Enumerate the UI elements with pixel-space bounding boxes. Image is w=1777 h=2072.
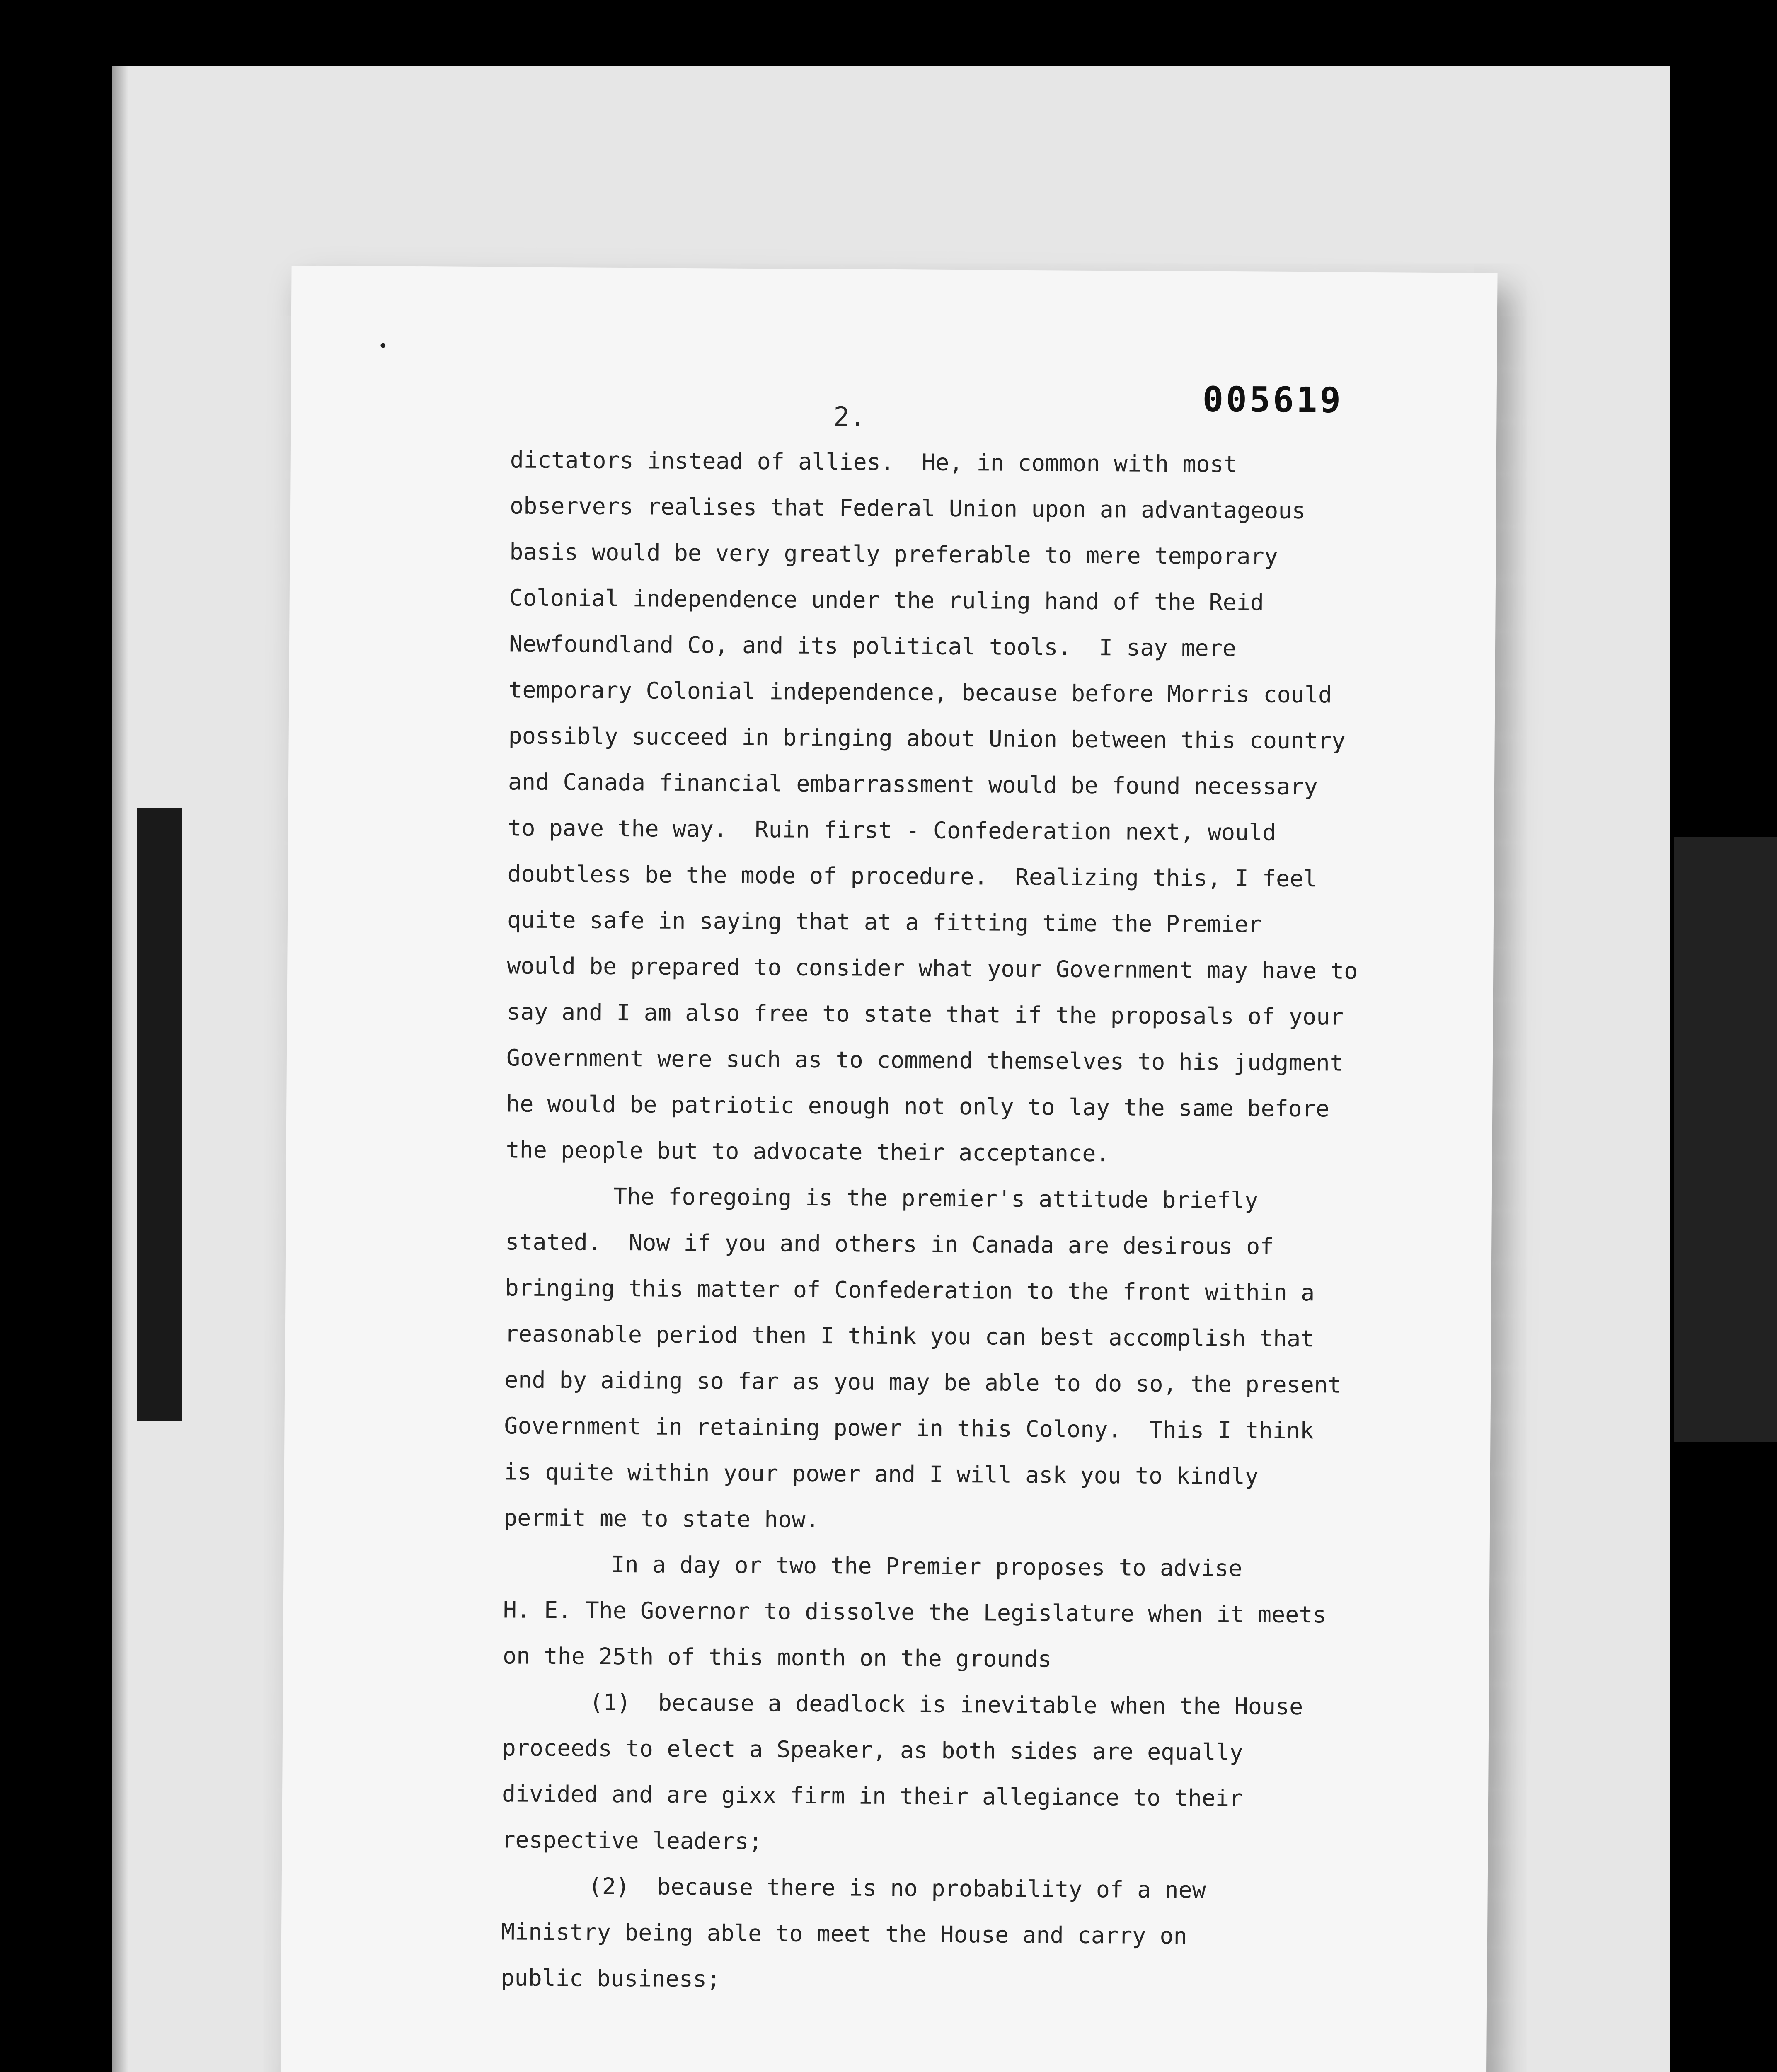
text-line: Government were such as to commend themselves to his judgment bbox=[506, 1044, 1344, 1076]
text-line: permit me to state how. bbox=[503, 1504, 819, 1533]
letter-body bbox=[501, 437, 1463, 2007]
text-line: quite safe in saying that at a fitting time the Premier bbox=[507, 906, 1262, 938]
text-line: stated. Now if you and others in Canada are desirous of bbox=[505, 1228, 1274, 1260]
text-line: doubtless be the mode of procedure. Realizing this, I feel bbox=[507, 860, 1317, 892]
text-line: he would be patriotic enough not only to lay the same before bbox=[506, 1090, 1330, 1122]
text-line: Colonial independence under the ruling hand of the Reid bbox=[509, 584, 1264, 616]
text-line: and Canada financial embarrassment would be found necessary bbox=[508, 768, 1318, 800]
text-line: possibly succeed in bringing about Union between this country bbox=[508, 722, 1346, 754]
text-line: H. E. The Governor to dissolve the Legislature when it meets bbox=[503, 1596, 1327, 1628]
text-line: The foregoing is the premier's attitude briefly bbox=[613, 1183, 1259, 1214]
text-line: on the 25th of this month on the grounds bbox=[502, 1642, 1052, 1673]
text-line: (1) because a deadlock is inevitable when the House bbox=[589, 1689, 1303, 1720]
document-page bbox=[280, 266, 1497, 2072]
page-mark: • bbox=[378, 336, 388, 356]
text-line: would be prepared to consider what your Government may have to bbox=[507, 952, 1358, 984]
text-line: basis would be very greatly preferable to mere temporary bbox=[509, 538, 1278, 570]
text-line: respective leaders; bbox=[501, 1826, 763, 1855]
text-line: Government in retaining power in this Colony. This I think bbox=[504, 1412, 1314, 1444]
text-line: to pave the way. Ruin first - Confederation next, would bbox=[508, 814, 1276, 846]
text-line: is quite within your power and I will ask you to kindly bbox=[504, 1458, 1259, 1490]
text-line: (2) because there is no probability of a new bbox=[588, 1873, 1206, 1903]
text-line: reasonable period then I think you can best accomplish that bbox=[504, 1320, 1315, 1352]
text-line: Newfoundland Co, and its political tools. I say mere bbox=[508, 630, 1237, 662]
text-line: Ministry being able to meet the House and carry on bbox=[501, 1918, 1187, 1949]
board-edge bbox=[112, 66, 128, 2072]
text-line: end by aiding so far as you may be able to do so, the present bbox=[504, 1366, 1342, 1398]
text-line: public business; bbox=[501, 1964, 721, 1992]
film-edge-left bbox=[137, 808, 182, 1421]
text-line: bringing this matter of Confederation to the front within a bbox=[505, 1274, 1315, 1306]
text-line: observers realises that Federal Union upon an advantageous bbox=[509, 492, 1306, 524]
text-line: temporary Colonial independence, because before Morris could bbox=[508, 676, 1332, 708]
text-line: proceeds to elect a Speaker, as both sides are equally bbox=[502, 1734, 1244, 1766]
archive-stamp-number: 005619 bbox=[1202, 379, 1344, 421]
text-line: dictators instead of allies. He, in common with most bbox=[510, 446, 1237, 478]
text-line: divided and are gixx firm in their allegiance to their bbox=[501, 1780, 1243, 1812]
text-line: In a day or two the Premier proposes to advise bbox=[611, 1551, 1242, 1582]
text-line: the people but to advocate their acceptance. bbox=[506, 1136, 1110, 1167]
page-number: 2. bbox=[833, 402, 866, 433]
text-line: say and I am also free to state that if the proposals of your bbox=[506, 998, 1344, 1030]
film-edge-right bbox=[1674, 837, 1777, 1442]
